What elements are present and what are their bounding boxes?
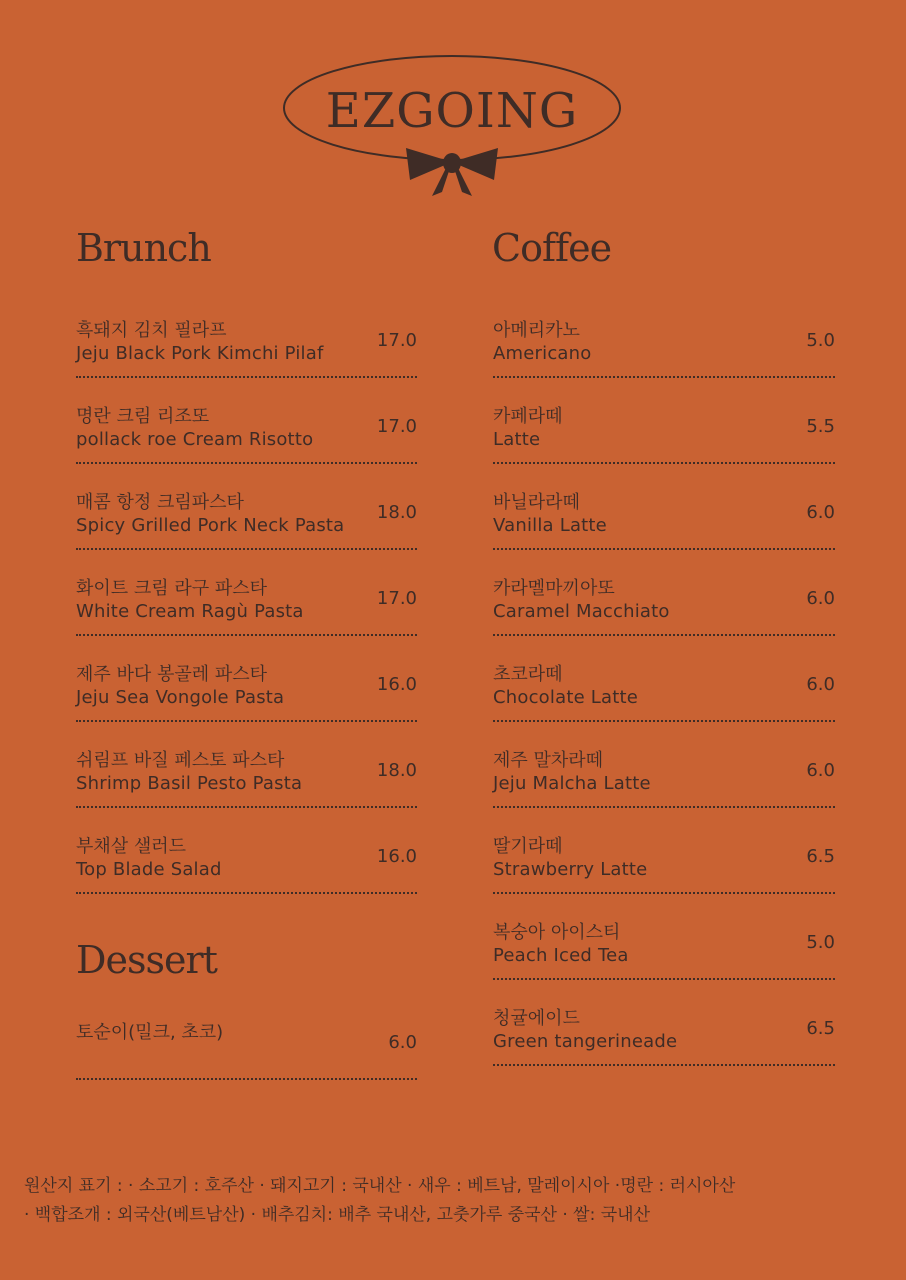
menu-item: [493, 1004, 835, 1090]
menu-item-english-name: Chocolate Latte: [493, 687, 639, 708]
menu-item: [493, 918, 835, 1004]
menu-item-price: 6.0: [806, 674, 835, 695]
menu-item-price: 17.0: [376, 416, 417, 437]
menu-item-price: 6.0: [806, 502, 835, 523]
menu-item: [76, 574, 417, 660]
menu-item-korean-name: 제주 바다 봉골레 파스타: [76, 664, 268, 685]
menu-item-english-name: Caramel Macchiato: [493, 601, 670, 622]
menu-item-english-name: Shrimp Basil Pesto Pasta: [76, 773, 303, 794]
menu-item: [493, 746, 835, 832]
menu-item-korean-name: 흑돼지 김치 필라프: [76, 320, 227, 341]
menu-item-korean-name: 토순이(밀크, 초코): [76, 1022, 224, 1043]
menu-item-english-name: White Cream Ragù Pasta: [76, 601, 304, 622]
dotted-divider: [76, 720, 417, 722]
menu-item-price: 16.0: [376, 846, 417, 867]
menu-item-english-name: Spicy Grilled Pork Neck Pasta: [76, 515, 345, 536]
menu-item-english-name: Peach Iced Tea: [493, 945, 629, 966]
menu-item: [493, 660, 835, 746]
menu-item-korean-name: 화이트 크림 라구 파스타: [76, 578, 268, 599]
dotted-divider: [493, 548, 835, 550]
menu-item: [76, 488, 417, 574]
menu-item-korean-name: 매콤 항정 크림파스타: [76, 492, 244, 513]
menu-item-english-name: Jeju Sea Vongole Pasta: [76, 687, 285, 708]
menu-item: [76, 746, 417, 832]
dotted-divider: [76, 892, 417, 894]
menu-item-korean-name: 청귤에이드: [493, 1008, 580, 1029]
menu-item-english-name: Vanilla Latte: [493, 515, 607, 536]
menu-item: [493, 402, 835, 488]
dotted-divider: [76, 462, 417, 464]
bow-icon: [406, 148, 498, 196]
logo-emblem: [282, 52, 624, 202]
menu-item-price: 6.0: [388, 1032, 417, 1053]
dotted-divider: [76, 1078, 417, 1080]
menu-item-price: 17.0: [376, 588, 417, 609]
menu-item-price: 6.0: [806, 588, 835, 609]
brand-logo: [282, 52, 624, 202]
dessert-title: Dessert: [76, 938, 217, 982]
menu-item-english-name: Jeju Black Pork Kimchi Pilaf: [76, 343, 324, 364]
origin-notice: [24, 1172, 894, 1230]
menu-item-price: 5.0: [806, 330, 835, 351]
menu-item-price: 6.5: [806, 1018, 835, 1039]
menu-item: [76, 316, 417, 402]
dotted-divider: [76, 376, 417, 378]
menu-item-price: 17.0: [376, 330, 417, 351]
menu-item-price: 18.0: [376, 502, 417, 523]
origin-notice-line-1: 원산지 표기 : · 소고기 : 호주산 · 돼지고기 : 국내산 · 새우 : 베트남, 말레이시아 ·명란 : 러시아산: [24, 1176, 736, 1196]
dotted-divider: [493, 1064, 835, 1066]
menu-item-price: 6.0: [806, 760, 835, 781]
menu-item-price: 16.0: [376, 674, 417, 695]
dotted-divider: [76, 548, 417, 550]
dotted-divider: [493, 634, 835, 636]
menu-item-korean-name: 초코라떼: [493, 664, 563, 685]
brunch-title: Brunch: [76, 226, 211, 270]
menu-item-korean-name: 아메리카노: [493, 320, 580, 341]
menu-item: [76, 660, 417, 746]
menu-item-english-name: Strawberry Latte: [493, 859, 648, 880]
dotted-divider: [493, 892, 835, 894]
menu-item-korean-name: 바닐라라떼: [493, 492, 580, 513]
menu-item-korean-name: 딸기라떼: [493, 836, 563, 857]
menu-item-english-name: Top Blade Salad: [76, 859, 222, 880]
menu-item-price: 5.0: [806, 932, 835, 953]
menu-item-price: 18.0: [376, 760, 417, 781]
menu-item: [76, 832, 417, 918]
logo-text: EZGOING: [325, 83, 579, 139]
menu-item: [493, 832, 835, 918]
dotted-divider: [493, 376, 835, 378]
menu-item-korean-name: 쉬림프 바질 페스토 파스타: [76, 750, 285, 771]
menu-item-korean-name: 복숭아 아이스티: [493, 922, 621, 943]
menu-item: [493, 574, 835, 660]
dotted-divider: [76, 806, 417, 808]
menu-item: [493, 316, 835, 402]
menu-item-english-name: Americano: [493, 343, 592, 364]
menu-item: [76, 1018, 417, 1104]
menu-item-english-name: Jeju Malcha Latte: [493, 773, 651, 794]
menu-item-english-name: pollack roe Cream Risotto: [76, 429, 314, 450]
menu-item-korean-name: 부채살 샐러드: [76, 836, 187, 857]
dotted-divider: [493, 462, 835, 464]
menu-item-korean-name: 카라멜마끼아또: [493, 578, 615, 599]
menu-item-english-name: Latte: [493, 429, 541, 450]
dotted-divider: [493, 806, 835, 808]
menu-item-price: 6.5: [806, 846, 835, 867]
menu-item: [493, 488, 835, 574]
menu-item-korean-name: 제주 말차라떼: [493, 750, 604, 771]
menu-item-price: 5.5: [806, 416, 835, 437]
dotted-divider: [493, 978, 835, 980]
menu-item: [76, 402, 417, 488]
menu-item-english-name: Green tangerineade: [493, 1031, 678, 1052]
coffee-title: Coffee: [492, 226, 612, 270]
menu-item-korean-name: 카페라떼: [493, 406, 563, 427]
dotted-divider: [76, 634, 417, 636]
menu-item-korean-name: 명란 크림 리조또: [76, 406, 210, 427]
origin-notice-line-2: · 백합조개 : 외국산(베트남산) · 배추김치: 배추 국내산, 고춧가루 중국산 · 쌀: 국내산: [24, 1205, 650, 1225]
dotted-divider: [493, 720, 835, 722]
